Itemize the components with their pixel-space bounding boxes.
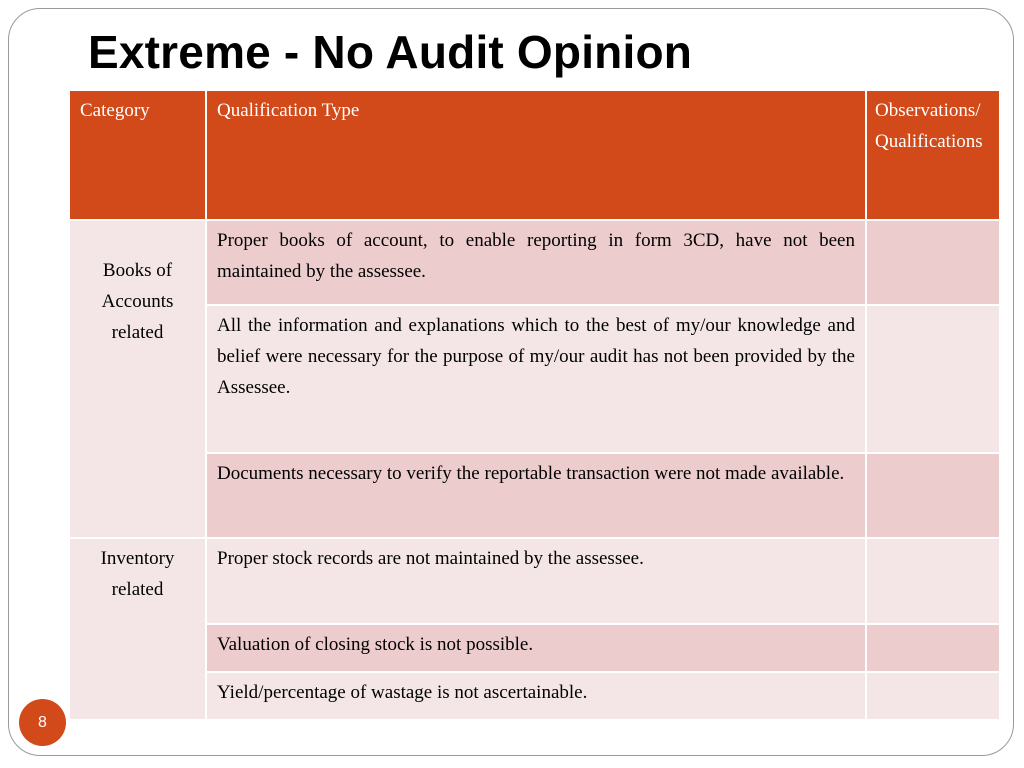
table-row — [69, 305, 1000, 453]
table-row — [69, 538, 1000, 624]
qualification-cell: Proper books of account, to enable reporting in form 3CD, have not been maintained by the assessee. — [206, 220, 866, 305]
qualification-cell: Documents necessary to verify the reportable transaction were not made available. — [206, 453, 866, 538]
observation-cell — [866, 453, 1000, 538]
table-row — [69, 453, 1000, 538]
table-header-row — [69, 90, 1000, 220]
table-row — [69, 220, 1000, 305]
header-category: Category — [69, 90, 206, 220]
page-number-badge: 8 — [19, 699, 66, 746]
table-row — [69, 672, 1000, 720]
category-cell-inventory: Inventory related — [69, 538, 206, 720]
observation-cell — [866, 672, 1000, 720]
observation-cell — [866, 538, 1000, 624]
qualification-cell: Proper stock records are not maintained by the assessee. — [206, 538, 866, 624]
qualification-cell: All the information and explanations which to the best of my/our knowledge and belief were necessary for the purpose of my/our audit has not been provided by the Assessee. — [206, 305, 866, 453]
slide-title: Extreme - No Audit Opinion — [88, 26, 693, 78]
audit-qualification-table — [68, 89, 1001, 721]
observation-cell — [866, 220, 1000, 305]
observation-cell — [866, 624, 1000, 672]
table-row — [69, 624, 1000, 672]
observation-cell — [866, 305, 1000, 453]
header-observations: Observations/ Qualifications — [866, 90, 1000, 220]
header-qualification-type: Qualification Type — [206, 90, 866, 220]
qualification-cell: Valuation of closing stock is not possible. — [206, 624, 866, 672]
category-cell-books: Books of Accounts related — [69, 220, 206, 538]
qualification-cell: Yield/percentage of wastage is not ascertainable. — [206, 672, 866, 720]
